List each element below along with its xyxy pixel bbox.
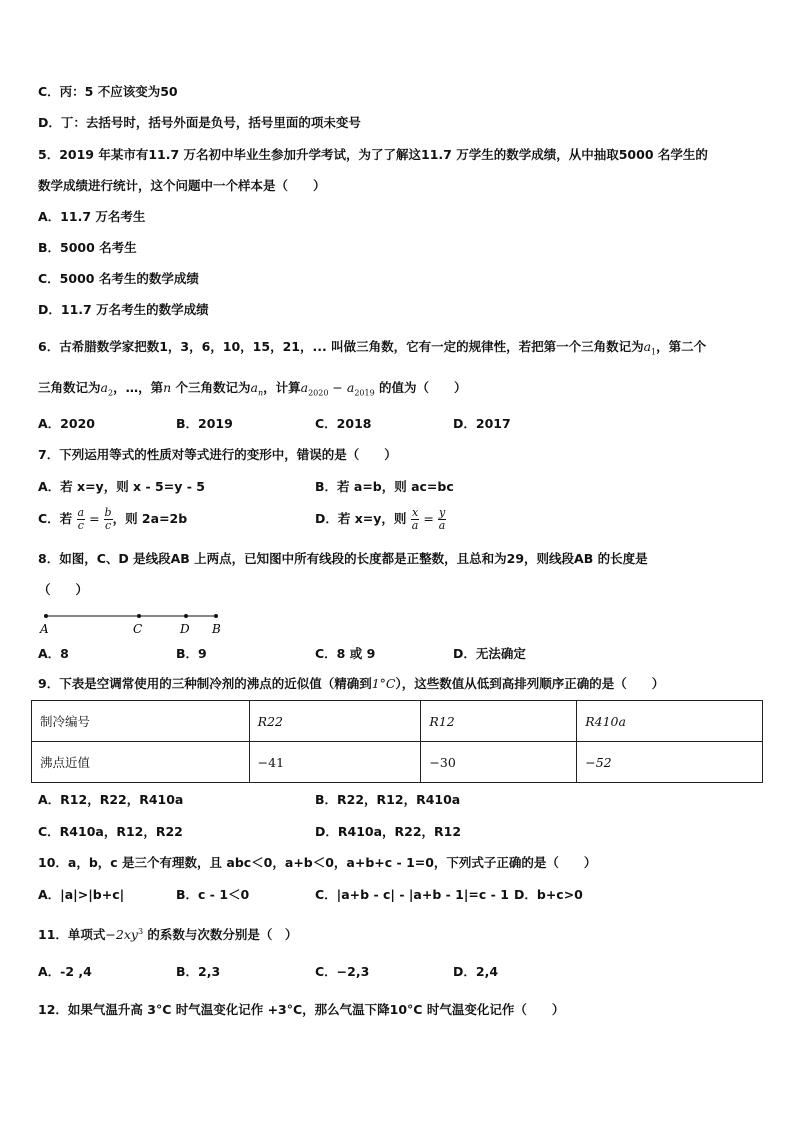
q7-fraction-a-over-c <box>77 507 86 532</box>
q7-option-b: B．若 a=b，则 ac=bc <box>315 479 454 494</box>
q6-stem-text1: 6．古希腊数学家把数1，3，6，10，15，21，... 叫做三角数，它有一定的规律性，若把第一个三角数记为 <box>38 339 644 354</box>
q6-option-d: D．2017 <box>453 416 511 431</box>
q6-n-symbol: n <box>163 380 172 395</box>
q4-option-d: D．丁：去括号时，括号外面是负号，括号里面的项未变号 <box>38 115 361 130</box>
table-cell: R22 <box>249 701 421 742</box>
q9-stem-text1: 9．下表是空调常使用的三种制冷剂的沸点的近似值（精确到 <box>38 676 372 691</box>
table-cell: R410a <box>577 701 763 742</box>
q11-option-c: C．−2,3 <box>315 964 370 979</box>
q7-option-d-prefix: D．若 x=y，则 <box>315 511 407 526</box>
table-cell: −30 <box>421 742 577 783</box>
q5-stem-line1: 5．2019 年某市有11.7 万名初中毕业生参加升学考试，为了了解这11.7 万学生的数学成绩，从中抽取5000 名学生的 <box>38 147 708 162</box>
point-d-dot <box>184 614 188 618</box>
q7-option-c <box>38 507 187 532</box>
point-c-label: C <box>133 622 143 636</box>
table-cell-header: 制冷编号 <box>32 701 250 742</box>
q6-a-symbol: a <box>250 380 258 395</box>
q6-subscript-2019: 2019 <box>354 388 375 398</box>
q9-stem <box>38 676 664 692</box>
numerator: a <box>77 506 85 519</box>
q6-subscript-2: 2 <box>107 388 114 398</box>
q11-stem-text2: 的系数与次数分别是（ ） <box>143 927 298 943</box>
q9-option-b: B．R22，R12，R410a <box>315 792 461 807</box>
q8-option-d: D．无法确定 <box>453 646 526 661</box>
q6-stem-line1 <box>38 339 706 361</box>
q6-stem-text2: ，第二个 <box>656 339 707 354</box>
point-b-dot <box>214 614 218 618</box>
q6-minus: − <box>328 380 347 395</box>
q11-monomial: −2xy <box>105 927 138 943</box>
q7-fraction-b-over-c <box>104 507 113 532</box>
q7-option-c-suffix: ，则 2a=2b <box>112 511 188 526</box>
q10-option-b: B．c - 1＜0 <box>176 887 250 902</box>
q4-option-c: C．丙：5 不应该变为50 <box>38 84 178 99</box>
q9-refrigerant-table <box>31 700 763 783</box>
q6-stem-text3: 三角数记为 <box>38 380 101 395</box>
q9-option-a: A．R12，R22，R410a <box>38 792 184 807</box>
equals-sign: = <box>85 511 104 526</box>
q7-fraction-y-over-a <box>438 507 447 532</box>
table-cell-header: 沸点近值 <box>32 742 250 783</box>
q8-stem-line2: （ ） <box>38 582 89 597</box>
q6-a-symbol: a <box>100 380 108 395</box>
q11-stem <box>38 924 297 943</box>
q8-stem-line1: 8．如图，C、D 是线段AB 上两点，已知图中所有线段的长度都是正整数，且总和为29，则线段AB 的长度是 <box>38 551 648 566</box>
numerator: b <box>104 506 112 519</box>
q10-option-a: A．|a|>|b+c| <box>38 887 125 902</box>
point-a-dot <box>44 614 48 618</box>
q5-option-d: D．11.7 万名考生的数学成绩 <box>38 302 209 317</box>
denominator: a <box>411 519 419 532</box>
denominator: c <box>104 519 112 532</box>
numerator: y <box>438 506 446 519</box>
q8-segment-diagram <box>36 608 236 638</box>
q6-option-c: C．2018 <box>315 416 372 431</box>
equals-sign: = <box>419 511 438 526</box>
q6-stem-text6: ，计算 <box>263 380 301 395</box>
q7-option-d <box>315 507 446 532</box>
q6-stem-text5: 个三角数记为 <box>171 380 251 395</box>
table-row <box>32 701 763 742</box>
table-row <box>32 742 763 783</box>
q6-subscript-n: n <box>257 388 264 398</box>
q6-a-symbol: a <box>300 380 309 395</box>
numerator: x <box>411 506 419 519</box>
q5-option-a: A．11.7 万名考生 <box>38 209 146 224</box>
q6-subscript-1: 1 <box>651 347 657 357</box>
point-b-label: B <box>212 622 221 636</box>
q11-exponent: 3 <box>137 927 144 936</box>
q6-stem-text7: 的值为（ ） <box>374 380 467 395</box>
q6-stem-text4: ，…，第 <box>113 380 164 395</box>
table-cell: −52 <box>577 742 763 783</box>
point-c-dot <box>137 614 141 618</box>
q8-option-a: A．8 <box>38 646 69 661</box>
q8-option-c: C．8 或 9 <box>315 646 376 661</box>
table-cell: −41 <box>249 742 421 783</box>
q11-option-b: B．2,3 <box>176 964 221 979</box>
point-a-label: A <box>40 622 49 636</box>
q9-stem-text2: ），这些数值从低到高排列顺序正确的是（ ） <box>395 676 665 691</box>
q9-option-c: C．R410a，R12，R22 <box>38 824 183 839</box>
q6-subscript-2020: 2020 <box>308 388 329 398</box>
q5-option-c: C．5000 名考生的数学成绩 <box>38 271 199 286</box>
q10-option-c: C．|a+b - c| - |a+b - 1|=c - 1 <box>315 887 509 902</box>
q7-stem: 7．下列运用等式的性质对等式进行的变形中，错误的是（ ） <box>38 447 397 462</box>
q5-stem-line2: 数学成绩进行统计，这个问题中一个样本是（ ） <box>38 178 326 193</box>
q5-option-b: B．5000 名考生 <box>38 240 137 255</box>
q6-stem-line2 <box>38 380 467 402</box>
q10-stem: 10．a，b，c 是三个有理数，且 abc＜0，a+b＜0，a+b+c - 1=0，下列式子正确的是（ ） <box>38 855 597 870</box>
q12-stem: 12．如果气温升高 3°C 时气温变化记作 +3°C，那么气温下降10°C 时气温变化记作（ ） <box>38 1002 565 1017</box>
q7-option-c-prefix: C．若 <box>38 511 73 526</box>
q6-option-a: A．2020 <box>38 416 95 431</box>
q6-a-symbol: a <box>346 380 355 395</box>
q6-option-b: B．2019 <box>176 416 233 431</box>
q11-option-d: D．2,4 <box>453 964 499 979</box>
table-cell: R12 <box>421 701 577 742</box>
point-d-label: D <box>180 622 190 636</box>
q10-option-d: D．b+c>0 <box>514 887 583 902</box>
q8-option-b: B．9 <box>176 646 207 661</box>
denominator: a <box>438 519 446 532</box>
q7-option-a: A．若 x=y，则 x - 5=y - 5 <box>38 479 205 494</box>
q6-a-symbol: a <box>643 339 652 354</box>
q9-option-d: D．R410a，R22，R12 <box>315 824 462 839</box>
q9-unit: 1°C <box>371 676 396 691</box>
denominator: c <box>77 519 84 532</box>
q11-option-a: A．-2 ,4 <box>38 964 92 979</box>
q11-stem-text1: 11．单项式 <box>38 927 106 943</box>
